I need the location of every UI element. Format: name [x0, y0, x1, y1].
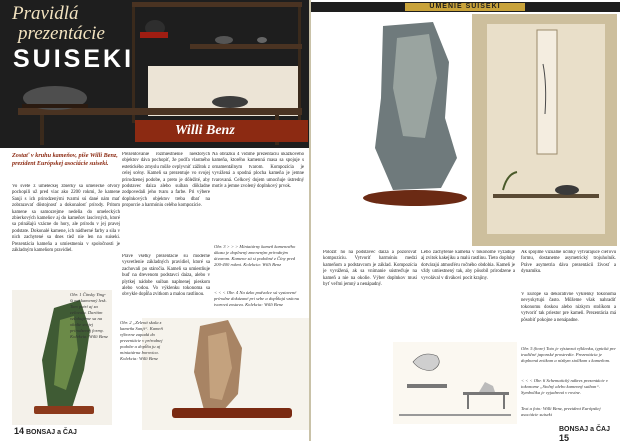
caption-obr-3: Obr. 3 > > > Miniatúrny kameň kamenného úkazu je doplnený zmeneným prírodným útvarom. Kamene sú si podobné z Číny pred 200-400 rokmi. Kolekcia: Willi Benz — [214, 244, 296, 267]
text-column-4: Na obrázku 4 vidíme prezentáciu ukážkového kameňa, ktorého kamenná masa sa spojuje s ornamentálnym tvarom. Kompozícia je vyvážená a spodná plocha kameňa je jemne tvarovaná. Celkový dojem umocňuje ústredný motív a jemne zvolený doplnkový prvok. — [212, 152, 304, 190]
right-text-lower: V Európe sa dekoratívne výklenky tokonoma nevyskytujú často. Môžeme však nahradiť tokonomu doskou alebo nízkym stolíkom a vytvoriť tak priestor pre kameň. Prezentácia má pôsobiť pokojne a nenápadne. — [521, 292, 616, 323]
title-line-2: prezentácie — [18, 23, 105, 44]
tokonoma-objects — [487, 24, 605, 234]
caption-obr-4: < < < Obr. 4 Na úzko podvalce sú vystavené prírodne dokázané pri sebe a dopĺňajú vzácnu tvarovú zostavu. Kolekcia: Willi Benz — [214, 290, 300, 307]
title-line-1: Pravidlá — [12, 3, 79, 24]
right-page — [311, 0, 620, 441]
right-text-column-1: Položiť ho na podstavec daiza a pozorovať kompozíciu. Vytvoriť harmóniu medzi kameňom a podstavcom je základ. Kompozícia je vyvážená, ak sa vnímanie sústreďuje na kameň a nie na okolie. Výber doplnkov musí byť veľmi jemný a nenápadný. — [323, 250, 417, 288]
diagram-tokonoma — [393, 342, 517, 424]
magazine-name: BONSAJ a ČAJ — [25, 429, 77, 436]
right-text-column-3: Ak spojíme vizuálne účinky vytvárajúce cieľovú formu, dostaneme asymetrický trojuholník. Práve asymetria dáva prezentácii živosť a dynamiku. — [521, 250, 616, 275]
text-column-2: Prezentovanie rozmiestnenie niektorých objektov dáva pochopiť, že podľa vlastného estetického zmyslu môže ovplyvniť zážitok z celej scény. Kameň sa prezentuje vo svojej prirodzenej podobe, a preto je dôležité, aby podstavec daiza alebo suiban dôkladne zodpovedali jeho tvaru a farbe. Pri výbere doplnkových objektov treba dbať na proporcie a harmóniu celého kompozície. — [122, 152, 210, 209]
text-column-1: Vo svete z umeleckej zbierky sa umelecké otvory pochopili už pred viac ako 2200 rokmi, že kamene Sanji s ich prirodzenými tvarmi sú dané nám mať zobrazovať dôstojnosť a dokonalosť prírody. Pritom kamene sa samozrejme nedelia do umeleckých zbierkových kameňov aj do kameňov lascivných, ktoré sa prinášajú vzácne do hory, ale prírodu v jej pravej podstate. Dokonalé kamene, ich nádherné farby a sila v nich zachytené sa dnes tiež nie len na suiseki. Prezentácia kameňa a umiestnenia v spoločnosti je základným kameňom pravidiel. — [12, 184, 120, 254]
author-bar: Willi Benz — [135, 120, 308, 142]
photo-stone-2 — [142, 318, 309, 430]
caption-obr-5: Obr. 5 (hore) Toto je výstavná výklenka, typická pre tradičné japonské prostredie. Prezentácia je doplnená zvitkom a nízkym stolíkom s kameňom. — [521, 346, 616, 363]
title-suiseki: SUISEKI — [13, 45, 135, 73]
photo-stone-large — [353, 18, 469, 250]
section-label: UMENIE SUISEKI — [405, 3, 525, 11]
caption-obr-1: Obr. 1 Čínsky Ying-ši má kamenný lesk. Tam patrí aj za celovala. Daritim vzťahujeme sa na okolie svojej prirodzenej formy. Kolekcia: Willi Benz — [70, 292, 108, 339]
right-text-column-2: Lebo zachytenie kameňa v tokonome vyžaduje aj zvitok kakejiku a malú rastlinu. Tieto doplnky dotvárajú atmosféru ročného obdobia. Kameň je vždy umiestnený tak, aby pôsobil prirodzene a vyvolával v divákovi pocit krajiny. — [421, 250, 515, 281]
folio-right — [559, 426, 620, 441]
page-number-15: 15 — [559, 433, 570, 441]
left-page — [0, 0, 309, 441]
credit: Text a foto: Willi Benz, prezident Európskej asociácie suiseki — [521, 406, 601, 417]
text-column-3: Pravé všetky prezentácie sú moderné vysvetlenie základných pravidiel, ktoré sa zachovali po stáročia. Kameň sa umiestňuje buď na drevenom podstavci daiza, alebo v plytkej nádobe suiban naplnenej pieskom alebo vodou. Vo výklenku tokonoma sa obvykle dopĺňa zvitkom a malou rastlinou. — [122, 254, 210, 298]
caption-obr-6: < < < Obr. 6 Schematický nákres prezentácie v tokonome „Stolný alebo kamenný suiban“. Symbolika je vyjadrená v rovine. — [521, 378, 608, 395]
magazine-name-right: BONSAJ a ČAJ — [559, 426, 610, 433]
intro-lead: Zostať v kruhu kameňov, píše Willi Benz, prezident Európskej asociácie suiseki. — [12, 152, 118, 167]
page-number-14: 14 — [14, 426, 25, 436]
folio-left — [14, 426, 77, 436]
caption-obr-2: Obr. 2 „Zelená skala z kameňa Sanji“. Kameň výborne zapadá do prezentácie v prírodnej podobe a dopĺňa ju aj miniatúrna borovica. Kolekcia: Willi Benz — [120, 320, 163, 361]
